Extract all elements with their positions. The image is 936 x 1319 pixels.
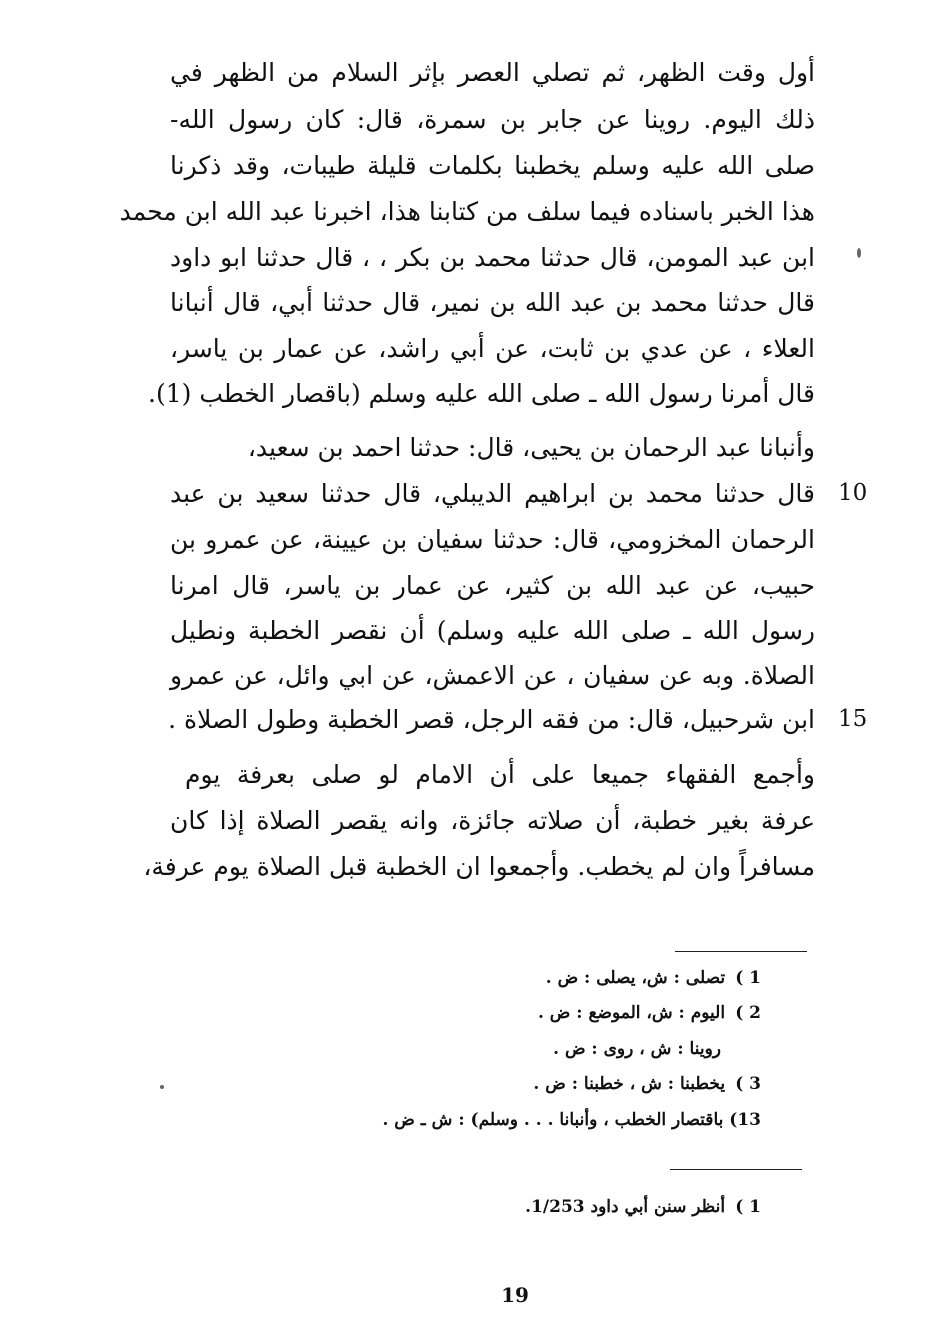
note-number: 3 ) bbox=[735, 1074, 761, 1094]
text-line: ابن عبد المومن، قال حدثنا محمد بن بكر ، ، قال حدثنا ابو داود bbox=[170, 243, 815, 272]
note-number: 13) bbox=[729, 1110, 761, 1130]
footnote-separator bbox=[675, 951, 807, 952]
source-note bbox=[525, 1192, 761, 1222]
note-text: تصلى : ش، يصلى : ض . bbox=[545, 968, 726, 988]
page-number: 19 bbox=[501, 1283, 529, 1307]
text-line: مسافراً وان لم يخطب. وأجمعوا ان الخطبة قبل الصلاة يوم عرفة، bbox=[143, 852, 815, 881]
variant-note bbox=[382, 1105, 761, 1135]
note-text: اليوم : ش، الموضع : ض . bbox=[537, 1003, 726, 1023]
text-line: حبيب، عن عبد الله بن كثير، عن عمار بن ياسر، قال امرنا bbox=[170, 571, 815, 600]
text-line: وأجمع الفقهاء جميعا على أن الامام لو صلى بعرفة يوم bbox=[185, 760, 815, 789]
variant-note bbox=[533, 1069, 761, 1099]
text-line: ذلك اليوم. روينا عن جابر بن سمرة، قال: كان رسول الله- bbox=[170, 105, 815, 134]
text-line: قال حدثنا محمد بن عبد الله بن نمير، قال حدثنا أبي، قال أنبانا bbox=[170, 288, 815, 317]
line-number-15: 15 bbox=[838, 706, 868, 732]
note-number: 2 ) bbox=[735, 1003, 761, 1023]
note-text: يخطبنا : ش ، خطبنا : ض . bbox=[533, 1074, 726, 1094]
variant-note bbox=[546, 963, 761, 993]
text-line: ابن شرحبيل، قال: من فقه الرجل، قصر الخطبة وطول الصلاة . bbox=[168, 705, 815, 734]
text-line: العلاء ، عن عدي بن ثابت، عن أبي راشد، عن عمار بن ياسر، bbox=[170, 334, 815, 363]
text-line: الصلاة. وبه عن سفيان ، عن الاعمش، عن ابي وائل، عن عمرو bbox=[170, 661, 815, 690]
note-text: أنظر سنن أبي داود 1/253. bbox=[525, 1197, 726, 1217]
note-number: 1 ) bbox=[735, 1197, 761, 1217]
text-line: صلى الله عليه وسلم يخطبنا بكلمات قليلة طيبات، وقد ذكرنا bbox=[170, 151, 815, 180]
text-line: رسول الله ـ صلى الله عليه وسلم) أن نقصر الخطبة ونطيل bbox=[170, 616, 815, 645]
scan-speck bbox=[160, 1085, 164, 1089]
note-text: باقتصار الخطب ، وأنبانا . . . وسلم) : ش ـ ض . bbox=[382, 1110, 724, 1130]
note-number: 1 ) bbox=[735, 968, 761, 988]
text-line: هذا الخبر باسناده فيما سلف من كتابنا هذا، اخبرنا عبد الله ابن محمد bbox=[119, 197, 815, 226]
text-line: وأنبانا عبد الرحمان بن يحيى، قال: حدثنا احمد بن سعيد، bbox=[247, 433, 815, 462]
scan-speck bbox=[857, 248, 861, 258]
text-line: قال حدثنا محمد بن ابراهيم الديبلي، قال حدثنا سعيد بن عبد bbox=[170, 479, 815, 508]
note-text: روينا : ش ، روى : ض . bbox=[553, 1039, 721, 1059]
source-separator bbox=[670, 1169, 802, 1170]
variant-note bbox=[553, 1034, 721, 1064]
text-line: عرفة بغير خطبة، أن صلاته جائزة، وانه يقصر الصلاة إذا كان bbox=[170, 806, 815, 835]
variant-note bbox=[538, 998, 761, 1028]
line-number-10: 10 bbox=[838, 480, 868, 506]
text-line: قال أمرنا رسول الله ـ صلى الله عليه وسلم (باقصار الخطب (1). bbox=[148, 379, 815, 408]
text-line: أول وقت الظهر، ثم تصلي العصر بإثر السلام من الظهر في bbox=[170, 58, 815, 87]
text-line: الرحمان المخزومي، قال: حدثنا سفيان بن عيينة، عن عمرو بن bbox=[170, 525, 815, 554]
